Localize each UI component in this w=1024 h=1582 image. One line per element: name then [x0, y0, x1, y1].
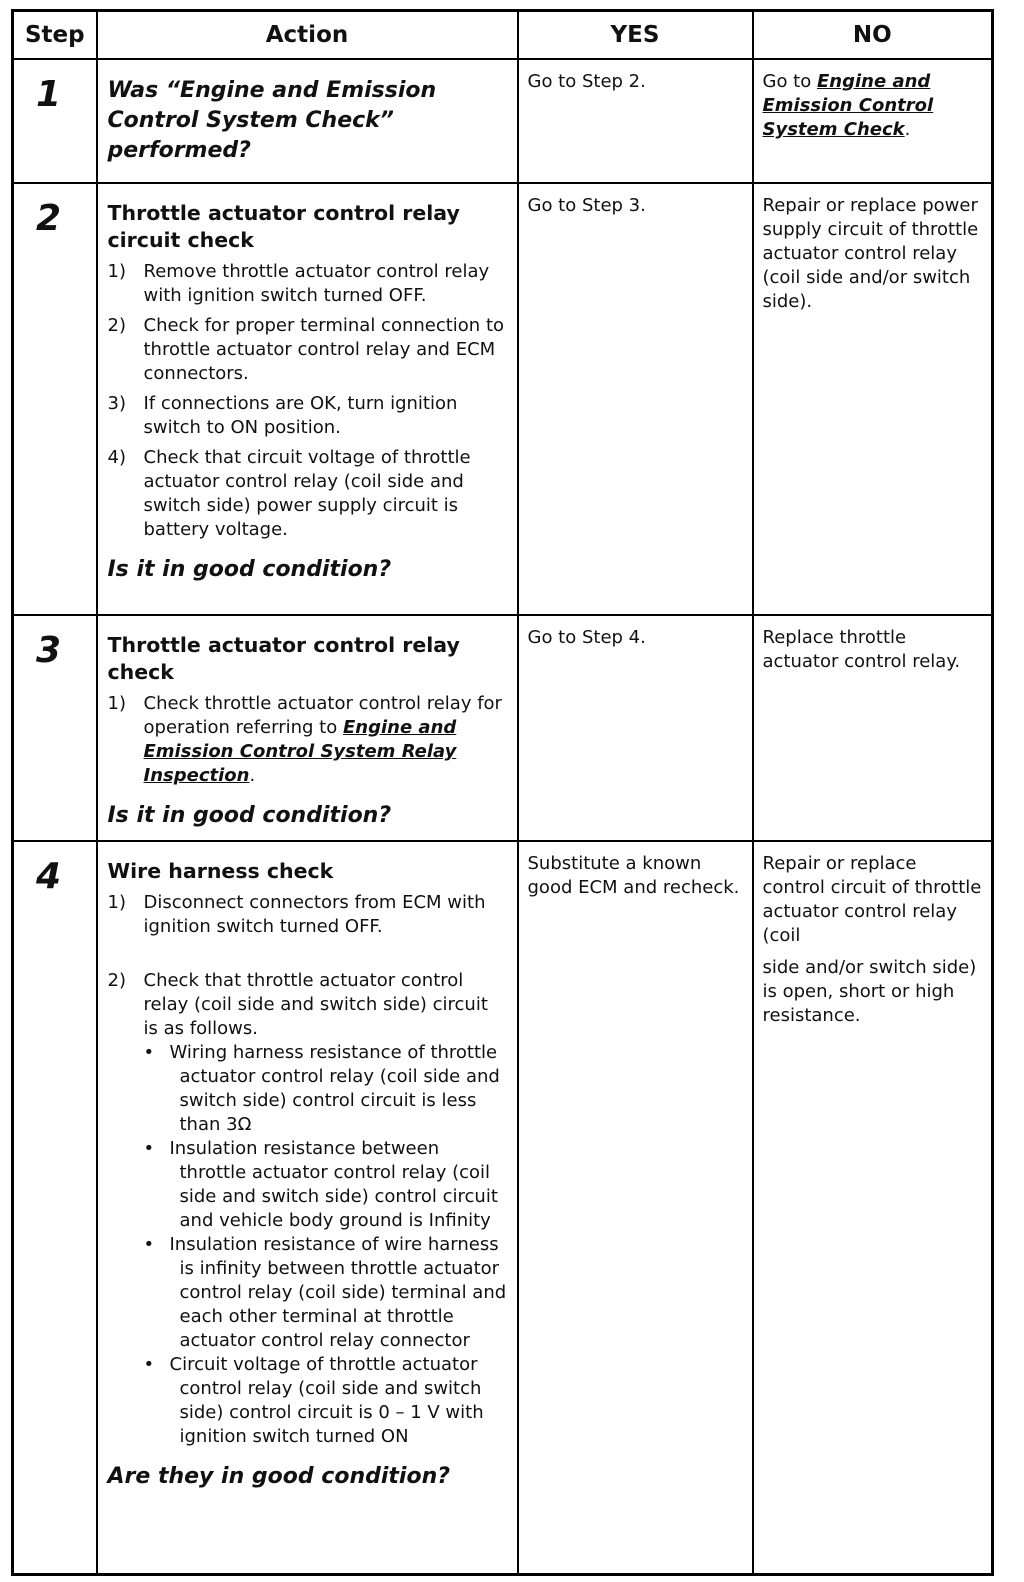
action-title: Throttle actuator control relay check: [107, 633, 460, 684]
action-title: Wire harness check: [107, 859, 334, 883]
bullet-icon: •: [143, 1042, 155, 1063]
no-cell: Repair or replace power supply circuit of throttle actuator control relay (coil side and/or switch side).: [753, 183, 993, 615]
item-text: If connections are OK, turn ignition switch to ON position.: [143, 393, 458, 438]
relay-inspection-link[interactable]: Engine and Emission Control System Relay Inspection: [143, 717, 457, 786]
no-text-prefix: Go to: [762, 71, 817, 92]
step-number: 2: [13, 183, 97, 615]
list-item: [108, 314, 507, 386]
header-row: [13, 11, 993, 60]
no-cell: [753, 59, 993, 183]
item-text: Check that throttle actuator control relay (coil side and switch side) circuit is as follows.: [143, 970, 488, 1039]
header-action: Action: [97, 11, 518, 60]
action-question: Are they in good condition?: [107, 1464, 451, 1489]
no-text-suffix: .: [904, 119, 911, 140]
procedure-list: [108, 260, 507, 542]
action-cell: [97, 615, 518, 841]
condition-bullets: [144, 1041, 507, 1449]
action-question: Is it in good condition?: [107, 557, 392, 582]
item-number: 1): [107, 261, 126, 282]
action-cell: [97, 59, 518, 183]
item-number: 2): [107, 970, 126, 991]
item-number: 2): [107, 315, 126, 336]
bullet-text: Insulation resistance between throttle actuator control relay (coil side and switch side) control circuit and vehicle body ground is Infinity: [169, 1138, 498, 1231]
action-cell: [97, 183, 518, 615]
list-item: [108, 969, 507, 1449]
item-number: 4): [107, 447, 126, 468]
action-cell: [97, 841, 518, 1575]
action-title: Throttle actuator control relay circuit check: [107, 201, 460, 252]
yes-cell: Go to Step 2.: [518, 59, 753, 183]
item-text: Check for proper terminal connection to throttle actuator control relay and ECM connectors.: [143, 315, 505, 384]
bullet-text: Circuit voltage of throttle actuator control relay (coil side and switch side) control circuit is 0 – 1 V with ignition switch turned ON: [169, 1354, 484, 1447]
no-text-part-b: side and/or switch side) is open, short or high resistance.: [762, 957, 977, 1026]
step-row-1: [13, 59, 993, 183]
header-yes: YES: [518, 11, 753, 60]
item-number: 3): [107, 393, 126, 414]
action-question: Is it in good condition?: [107, 803, 392, 828]
yes-cell: Go to Step 4.: [518, 615, 753, 841]
item-text: Check that circuit voltage of throttle actuator control relay (coil side and switch side) power supply circuit is battery voltage.: [143, 447, 471, 540]
item-text: Disconnect connectors from ECM with ignition switch turned OFF.: [143, 892, 486, 937]
list-item: [108, 692, 507, 788]
step-number: 4: [13, 841, 97, 1575]
step-row-4: [13, 841, 993, 1575]
no-text-part-a: Repair or replace control circuit of throttle actuator control relay (coil: [762, 853, 982, 946]
list-item: [108, 446, 507, 542]
yes-cell: Substitute a known good ECM and recheck.: [518, 841, 753, 1575]
bullet-icon: •: [143, 1234, 155, 1255]
engine-check-link[interactable]: Engine and Emission Control System Check: [762, 71, 934, 140]
bullet-item: [144, 1233, 507, 1353]
step-row-3: [13, 615, 993, 841]
bullet-icon: •: [143, 1354, 155, 1375]
item-text: Check throttle actuator control relay for operation referring to: [143, 693, 502, 738]
header-step: Step: [13, 11, 97, 60]
step-row-2: [13, 183, 993, 615]
item-number: 1): [107, 892, 126, 913]
yes-cell: Go to Step 3.: [518, 183, 753, 615]
list-item: [108, 891, 507, 939]
no-cell: [753, 841, 993, 1575]
list-item: [108, 392, 507, 440]
item-text: Remove throttle actuator control relay with ignition switch turned OFF.: [143, 261, 490, 306]
bullet-item: [144, 1353, 507, 1449]
procedure-list: [108, 891, 507, 1449]
step-number: 1: [13, 59, 97, 183]
bullet-text: Wiring harness resistance of throttle actuator control relay (coil side and switch side) control circuit is less than 3Ω: [169, 1042, 500, 1135]
item-text-suffix: .: [249, 765, 256, 786]
list-item: [108, 260, 507, 308]
header-no: NO: [753, 11, 993, 60]
bullet-text: Insulation resistance of wire harness is infinity between throttle actuator control relay (coil side) terminal and each other terminal at throttle actuator control relay connector: [169, 1234, 507, 1351]
no-cell: Replace throttle actuator control relay.: [753, 615, 993, 841]
bullet-item: [144, 1137, 507, 1233]
action-title: Was “Engine and Emission Control System Check” performed?: [107, 78, 437, 163]
item-number: 1): [107, 693, 126, 714]
bullet-item: [144, 1041, 507, 1137]
bullet-icon: •: [143, 1138, 155, 1159]
list-spacer: [108, 945, 507, 963]
step-number: 3: [13, 615, 97, 841]
no-text-spacer: [763, 948, 984, 956]
diagnostic-procedure-table: [11, 9, 994, 1576]
procedure-list: [108, 692, 507, 788]
